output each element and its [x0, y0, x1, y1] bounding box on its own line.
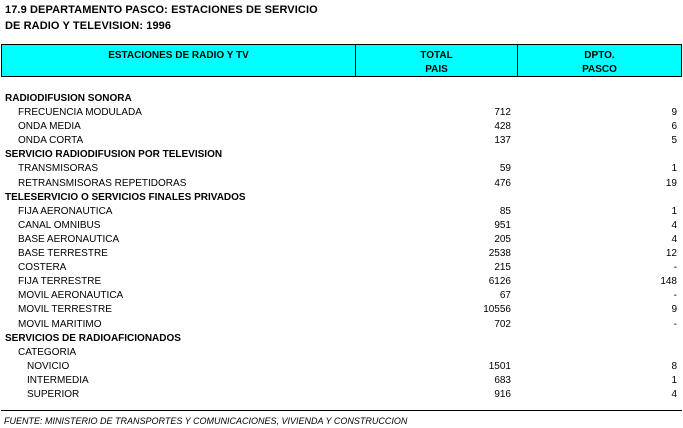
row-dpto-pasco: 1 — [671, 374, 677, 386]
table-row — [0, 318, 683, 332]
row-dpto-pasco: 19 — [665, 177, 677, 189]
row-label: TRANSMISORAS — [18, 163, 99, 175]
header-pais-label: PAIS — [425, 64, 448, 75]
section-row — [0, 92, 683, 106]
header-stations — [2, 45, 356, 76]
source-note: FUENTE: MINISTERIO DE TRANSPORTES Y COMUNICACIONES, VIVIENDA Y CONSTRUCCION — [4, 416, 408, 426]
section-row — [0, 148, 683, 162]
table-row — [0, 120, 683, 134]
row-dpto-pasco: - — [673, 290, 677, 302]
header-total-pais — [356, 45, 518, 76]
row-dpto-pasco: 6 — [671, 121, 677, 133]
row-label: MOVIL AERONAUTICA — [18, 290, 124, 302]
row-total-pais: 702 — [494, 318, 511, 330]
table-row — [0, 388, 683, 402]
row-label: TELESERVICIO O SERVICIOS FINALES PRIVADOS — [5, 191, 246, 203]
table-row — [0, 374, 683, 388]
row-label: SERVICIOS DE RADIOAFICIONADOS — [5, 332, 181, 344]
table-row — [0, 205, 683, 219]
row-total-pais: 951 — [494, 219, 511, 231]
row-label: NOVICIO — [27, 360, 70, 372]
row-total-pais: 215 — [494, 262, 511, 274]
row-dpto-pasco: 148 — [660, 276, 677, 288]
section-row — [0, 191, 683, 205]
table-row — [0, 219, 683, 233]
row-label: FRECUENCIA MODULADA — [18, 107, 142, 119]
table-title-line-2: DE RADIO Y TELEVISION: 1996 — [5, 20, 172, 32]
header-dpto-label: DPTO. — [584, 50, 615, 61]
table-header — [1, 44, 682, 77]
table-row — [0, 177, 683, 191]
row-total-pais: 2538 — [488, 248, 511, 260]
row-dpto-pasco: 4 — [671, 219, 677, 231]
row-total-pais: 205 — [494, 233, 511, 245]
row-dpto-pasco: 4 — [671, 388, 677, 400]
row-dpto-pasco: 12 — [665, 248, 677, 260]
row-total-pais: 916 — [494, 388, 511, 400]
row-label: COSTERA — [18, 262, 67, 274]
header-stations-label: ESTACIONES DE RADIO Y TV — [108, 50, 249, 61]
row-label: ONDA MEDIA — [18, 121, 81, 133]
table-row — [0, 134, 683, 148]
table-row — [0, 303, 683, 317]
row-label: MOVIL MARITIMO — [18, 318, 102, 330]
row-label: MOVIL TERRESTRE — [18, 304, 112, 316]
row-total-pais: 712 — [494, 107, 511, 119]
row-dpto-pasco: - — [673, 262, 677, 274]
table-row — [0, 360, 683, 374]
table-row — [0, 289, 683, 303]
row-total-pais: 6126 — [488, 276, 511, 288]
row-label: INTERMEDIA — [27, 374, 89, 386]
row-total-pais: 428 — [494, 121, 511, 133]
table-row — [0, 162, 683, 176]
row-label: FIJA TERRESTRE — [18, 276, 102, 288]
row-label: RADIODIFUSION SONORA — [5, 93, 132, 104]
row-total-pais: 1501 — [488, 360, 511, 372]
table-row — [0, 247, 683, 261]
row-label: SERVICIO RADIODIFUSION POR TELEVISION — [5, 149, 223, 161]
row-label: BASE AERONAUTICA — [18, 233, 120, 245]
section-row — [0, 332, 683, 346]
row-dpto-pasco: 9 — [671, 107, 677, 119]
row-total-pais: 10556 — [483, 304, 511, 316]
header-total-label: TOTAL — [420, 50, 453, 61]
header-dpto-pasco — [518, 45, 681, 76]
row-label: BASE TERRESTRE — [18, 248, 108, 260]
row-dpto-pasco: - — [673, 318, 677, 330]
row-total-pais: 67 — [499, 290, 511, 302]
row-total-pais: 683 — [494, 374, 511, 386]
row-label: FIJA AERONAUTICA — [18, 205, 113, 217]
row-label: SUPERIOR — [27, 388, 80, 400]
table-title-line-1: 17.9 DEPARTAMENTO PASCO: ESTACIONES DE SERVICIO — [5, 4, 318, 16]
table-row — [0, 233, 683, 247]
header-pasco-label: PASCO — [582, 64, 617, 75]
footer-divider — [1, 410, 682, 411]
row-total-pais: 85 — [499, 205, 511, 217]
row-dpto-pasco: 1 — [671, 163, 677, 175]
row-total-pais: 137 — [494, 135, 511, 147]
row-dpto-pasco: 8 — [671, 360, 677, 372]
row-label: RETRANSMISORAS REPETIDORAS — [18, 177, 187, 189]
table-row — [0, 261, 683, 275]
row-label: ONDA CORTA — [18, 135, 84, 147]
row-label: CATEGORIA — [18, 346, 77, 358]
table-body — [0, 92, 683, 402]
row-dpto-pasco: 5 — [671, 135, 677, 147]
table-row — [0, 106, 683, 120]
row-dpto-pasco: 4 — [671, 233, 677, 245]
table-row — [0, 275, 683, 289]
row-total-pais: 59 — [499, 163, 511, 175]
row-dpto-pasco: 1 — [671, 205, 677, 217]
row-dpto-pasco: 9 — [671, 304, 677, 316]
row-total-pais: 476 — [494, 177, 511, 189]
table-row — [0, 346, 683, 360]
row-label: CANAL OMNIBUS — [18, 219, 101, 231]
